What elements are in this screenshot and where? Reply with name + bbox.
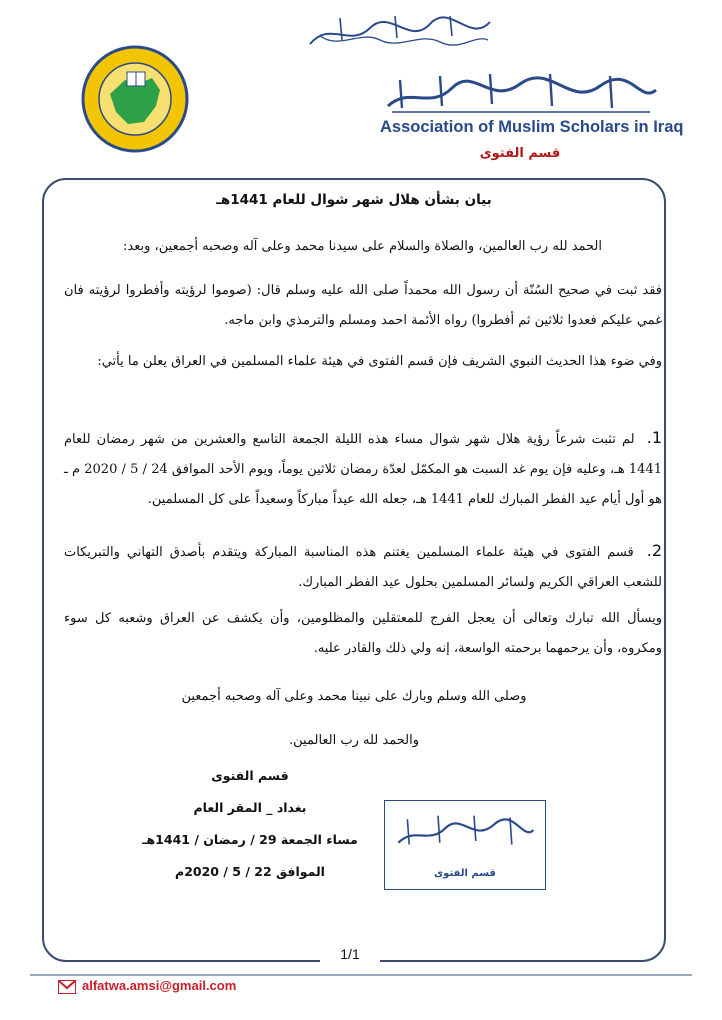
- gmail-icon: [58, 980, 76, 994]
- footer-divider: [30, 974, 692, 976]
- hadith-paragraph: فقد ثبت في صحيح السُنّة أن رسول الله محمداً صلى الله عليه وسلم قال: (صوموا لرؤيته وأفطروا لرؤيته فان غمي عليكم فعدوا ثلاثين ثم أفطروا) رواه الأئمة احمد ومسلم والترمذي وابن ماجه.: [64, 283, 662, 328]
- signature-dept: قسم الفتوى: [211, 768, 289, 783]
- stamp-dept: قسم الفتوى: [434, 868, 496, 879]
- closing-line: وصلى الله وسلم وبارك على نبينا محمد وعلى آله وصحبه أجمعين: [181, 689, 527, 704]
- list-item: [64, 423, 662, 515]
- basmala-calligraphy: [300, 10, 500, 54]
- list-item-number: 2.: [646, 541, 662, 560]
- list-item: [64, 536, 662, 598]
- list-item-number: 1.: [646, 428, 662, 447]
- association-seal-icon: [80, 44, 190, 154]
- signature-date-hijri: مساء الجمعة 29 / رمضان / 1441هـ: [142, 832, 358, 847]
- document-title: بيان بشأن هلال شهر شوال للعام 1441هـ: [216, 192, 492, 208]
- org-name-ar-logotype: [380, 66, 660, 118]
- signature-date-gregorian: الموافق 22 / 5 / 2020م: [175, 864, 325, 879]
- signature-place: بغداد _ المقر العام: [193, 800, 307, 815]
- announcement-paragraph: وفي ضوء هذا الحديث النبوي الشريف فإن قسم الفتوى في هيئة علماء المسلمين في العراق يعلن ما يأتي:: [97, 354, 662, 369]
- official-stamp: [384, 800, 546, 890]
- closing-line: والحمد لله رب العالمين.: [289, 733, 419, 748]
- intro-paragraph: الحمد لله رب العالمين، والصلاة والسلام على سيدنا محمد وعلى آله وصحبه أجمعين، وبعد:: [123, 239, 602, 254]
- prayer-paragraph: ويسأل الله تبارك وتعالى أن يعجل الفرج للمعتقلين والمظلومين، وأن يكشف عن العراق وشعبه كل سوء ومكروه، وأن يرحمهما برحمته الواسعة، إنه ولي ذلك والقادر عليه.: [64, 611, 662, 656]
- contact-email-link[interactable]: alfatwa.amsi@gmail.com: [82, 978, 237, 993]
- department-heading: قسم الفتوى: [479, 146, 561, 161]
- list-item-text: لم تثبت شرعاً رؤية هلال شهر شوال مساء هذه الليلة الجمعة التاسع والعشرين من شهر رمضان للعام 1441 هـ، وعليه فإن يوم غد السبت هو المكمّل لعدّة رمضان ثلاثين يوماً، ويوم الأحد الموافق 24 / 5 / 2020 م ـ هو أول أيام عيد الفطر المبارك للعام 1441 هـ، جعله الله عيداً مباركاً وسعيداً على كل المسلمين.: [64, 432, 662, 507]
- page-number: 1/1: [320, 946, 380, 962]
- org-name-en: Association of Muslim Scholars in Iraq: [380, 118, 684, 136]
- list-item-text: قسم الفتوى في هيئة علماء المسلمين يغتنم هذه المناسبة المباركة ويتقدم بأصدق التهاني والتبريكات للشعب العراقي الكريم ولسائر المسلمين بحلول عيد الفطر المبارك.: [64, 545, 662, 590]
- stamp-logotype-icon: [393, 807, 537, 855]
